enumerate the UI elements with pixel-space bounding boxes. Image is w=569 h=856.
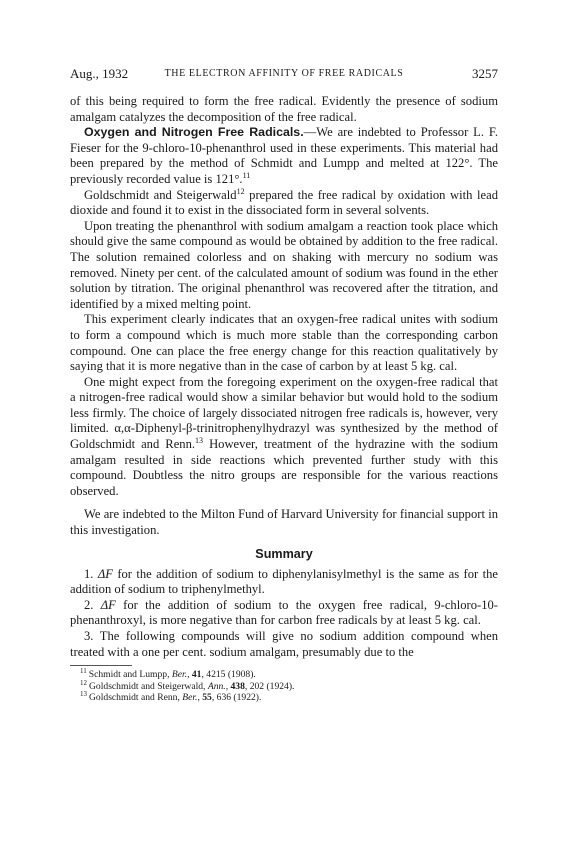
footnote-authors: Schmidt and Lumpp, bbox=[88, 669, 172, 681]
paragraph-text: —We are indebted to Professor L. F. Fieser for the 9-chloro-10-phenanthrol used in these experiments. This material had been prepared by the method of Schmidt and Lumpp and melted at 122°. The previously recorded value is 121°. bbox=[70, 125, 498, 186]
footnote-13: $^{13}$ Goldschmidt and Renn, Ber., 55, 636 (1922). bbox=[80, 690, 262, 704]
paragraph-text: However, treatment of the hydrazine with the sodium amalgam resulted in side reactions which prevented further study with this compound. Doubtless the nitro groups are responsible for the various reactions observed. bbox=[70, 437, 498, 498]
paragraph-acknowledgment: We are indebted to the Milton Fund of Harvard University for financial support in this investigation. bbox=[70, 507, 498, 538]
paragraph-experiment-conclusion: This experiment clearly indicates that an oxygen-free radical unites with sodium to form a compound which is much more stable than the corresponding carbon compound. One can place the free energy change for this reaction qualitatively by saying that it is more negative than in the case of carbon by at least 5 kg. cal. bbox=[70, 312, 498, 374]
paragraph-text: One might expect from the foregoing experiment on the oxygen-free radical that a nitrogen-free radical would show a similar behavior but would hold to the sodium less firmly. The choice of largely dissociated nitrogen free radicals is, however, very limited. α,α-Diphenyl-β-trinitrophenylhydrazyl was synthesized by the method of Goldschmidt and Renn. bbox=[70, 374, 498, 452]
paragraph-text: prepared the free radical by oxidation with lead dioxide and found it to exist in the dissociated form in several solvents. bbox=[70, 187, 498, 218]
paragraph-nitrogen-radical bbox=[70, 375, 498, 500]
item-number: 1. bbox=[84, 566, 94, 581]
summary-heading: Summary bbox=[255, 546, 313, 561]
footnote-12: $^{12}$ Goldschmidt and Steigerwald, Ann., 438, 202 (1924). bbox=[80, 678, 295, 692]
item-number: 3. bbox=[84, 629, 94, 643]
paragraph-continued: of this being required to form the free radical. Evidently the presence of sodium amalgam catalyzes the decomposition of the free radical. bbox=[70, 94, 498, 124]
paragraph-phenanthrol-treatment: Upon treating the phenanthrol with sodium amalgam a reaction took place which should give the same compound as would be obtained by addition to the free radical. The solution remained colorless and on shaking with mercury no sodium was removed. Ninety per cent. of the calculated amount of sodium was found in the ether solution by titration. The original phenanthrol was recovered after the titration, and identified by a mixed melting point. bbox=[70, 218, 498, 311]
summary-item-2 bbox=[70, 598, 498, 629]
paragraph-goldschmidt bbox=[70, 188, 498, 219]
footnote-journal: Ber. bbox=[171, 669, 188, 681]
item-text: for the addition of sodium to diphenylanisylmethyl is the same as for the addition of sodium to triphenylmethyl. bbox=[70, 566, 498, 597]
footnote-journal: Ann. bbox=[207, 680, 226, 692]
summary-item-1 bbox=[70, 567, 498, 598]
footnote-number: 12 bbox=[80, 678, 87, 687]
delta-f-symbol: ΔF bbox=[97, 566, 113, 581]
footnote-number: 11 bbox=[80, 667, 87, 675]
footnote-number: 13 bbox=[80, 690, 87, 699]
page-header bbox=[70, 66, 498, 84]
section-run-in-heading: Oxygen and Nitrogen Free Radicals. bbox=[84, 125, 304, 140]
footnote-volume: 438 bbox=[230, 680, 245, 692]
summary-item-3 bbox=[70, 629, 498, 660]
footnote-rest: , 202 (1924). bbox=[244, 680, 295, 692]
footnote-ref: 11 bbox=[242, 170, 251, 180]
article-body bbox=[70, 94, 498, 704]
footnote-rest: , 636 (1922). bbox=[211, 692, 262, 704]
paragraph-oxygen-nitrogen bbox=[70, 125, 498, 187]
header-page-number: 3257 bbox=[472, 66, 498, 81]
header-running-title: THE ELECTRON AFFINITY OF FREE RADICALS bbox=[164, 68, 404, 79]
footnote-volume: 55 bbox=[202, 692, 212, 704]
spacer bbox=[70, 499, 498, 507]
delta-f-symbol: ΔF bbox=[100, 597, 116, 612]
footnote-authors: Goldschmidt and Renn, bbox=[89, 692, 183, 704]
footnote-rest: , 4215 (1908). bbox=[201, 669, 256, 681]
footnote-volume: 41 bbox=[191, 669, 202, 681]
footnote-11: $^{11}$ Schmidt and Lumpp, Ber., 41, 4215 (1908). bbox=[80, 667, 256, 681]
header-date: Aug., 1932 bbox=[70, 66, 129, 81]
footnote-authors: Goldschmidt and Steigerwald, bbox=[89, 680, 208, 692]
footnote-journal: Ber. bbox=[182, 692, 198, 704]
footnote-ref: 13 bbox=[195, 435, 204, 445]
paragraph-text: Goldschmidt and Steigerwald bbox=[84, 187, 237, 202]
item-text: The following compounds will give no sodium addition compound when treated with a one per cent. sodium amalgam, presumably due to the bbox=[70, 629, 498, 659]
footnote-ref: 12 bbox=[236, 186, 245, 196]
item-text: for the addition of sodium to the oxygen free radical, 9-chloro-10-phenanthroxyl, is more negative than for carbon free radicals by at least 5 kg. cal. bbox=[70, 597, 498, 628]
item-number: 2. bbox=[84, 597, 94, 612]
